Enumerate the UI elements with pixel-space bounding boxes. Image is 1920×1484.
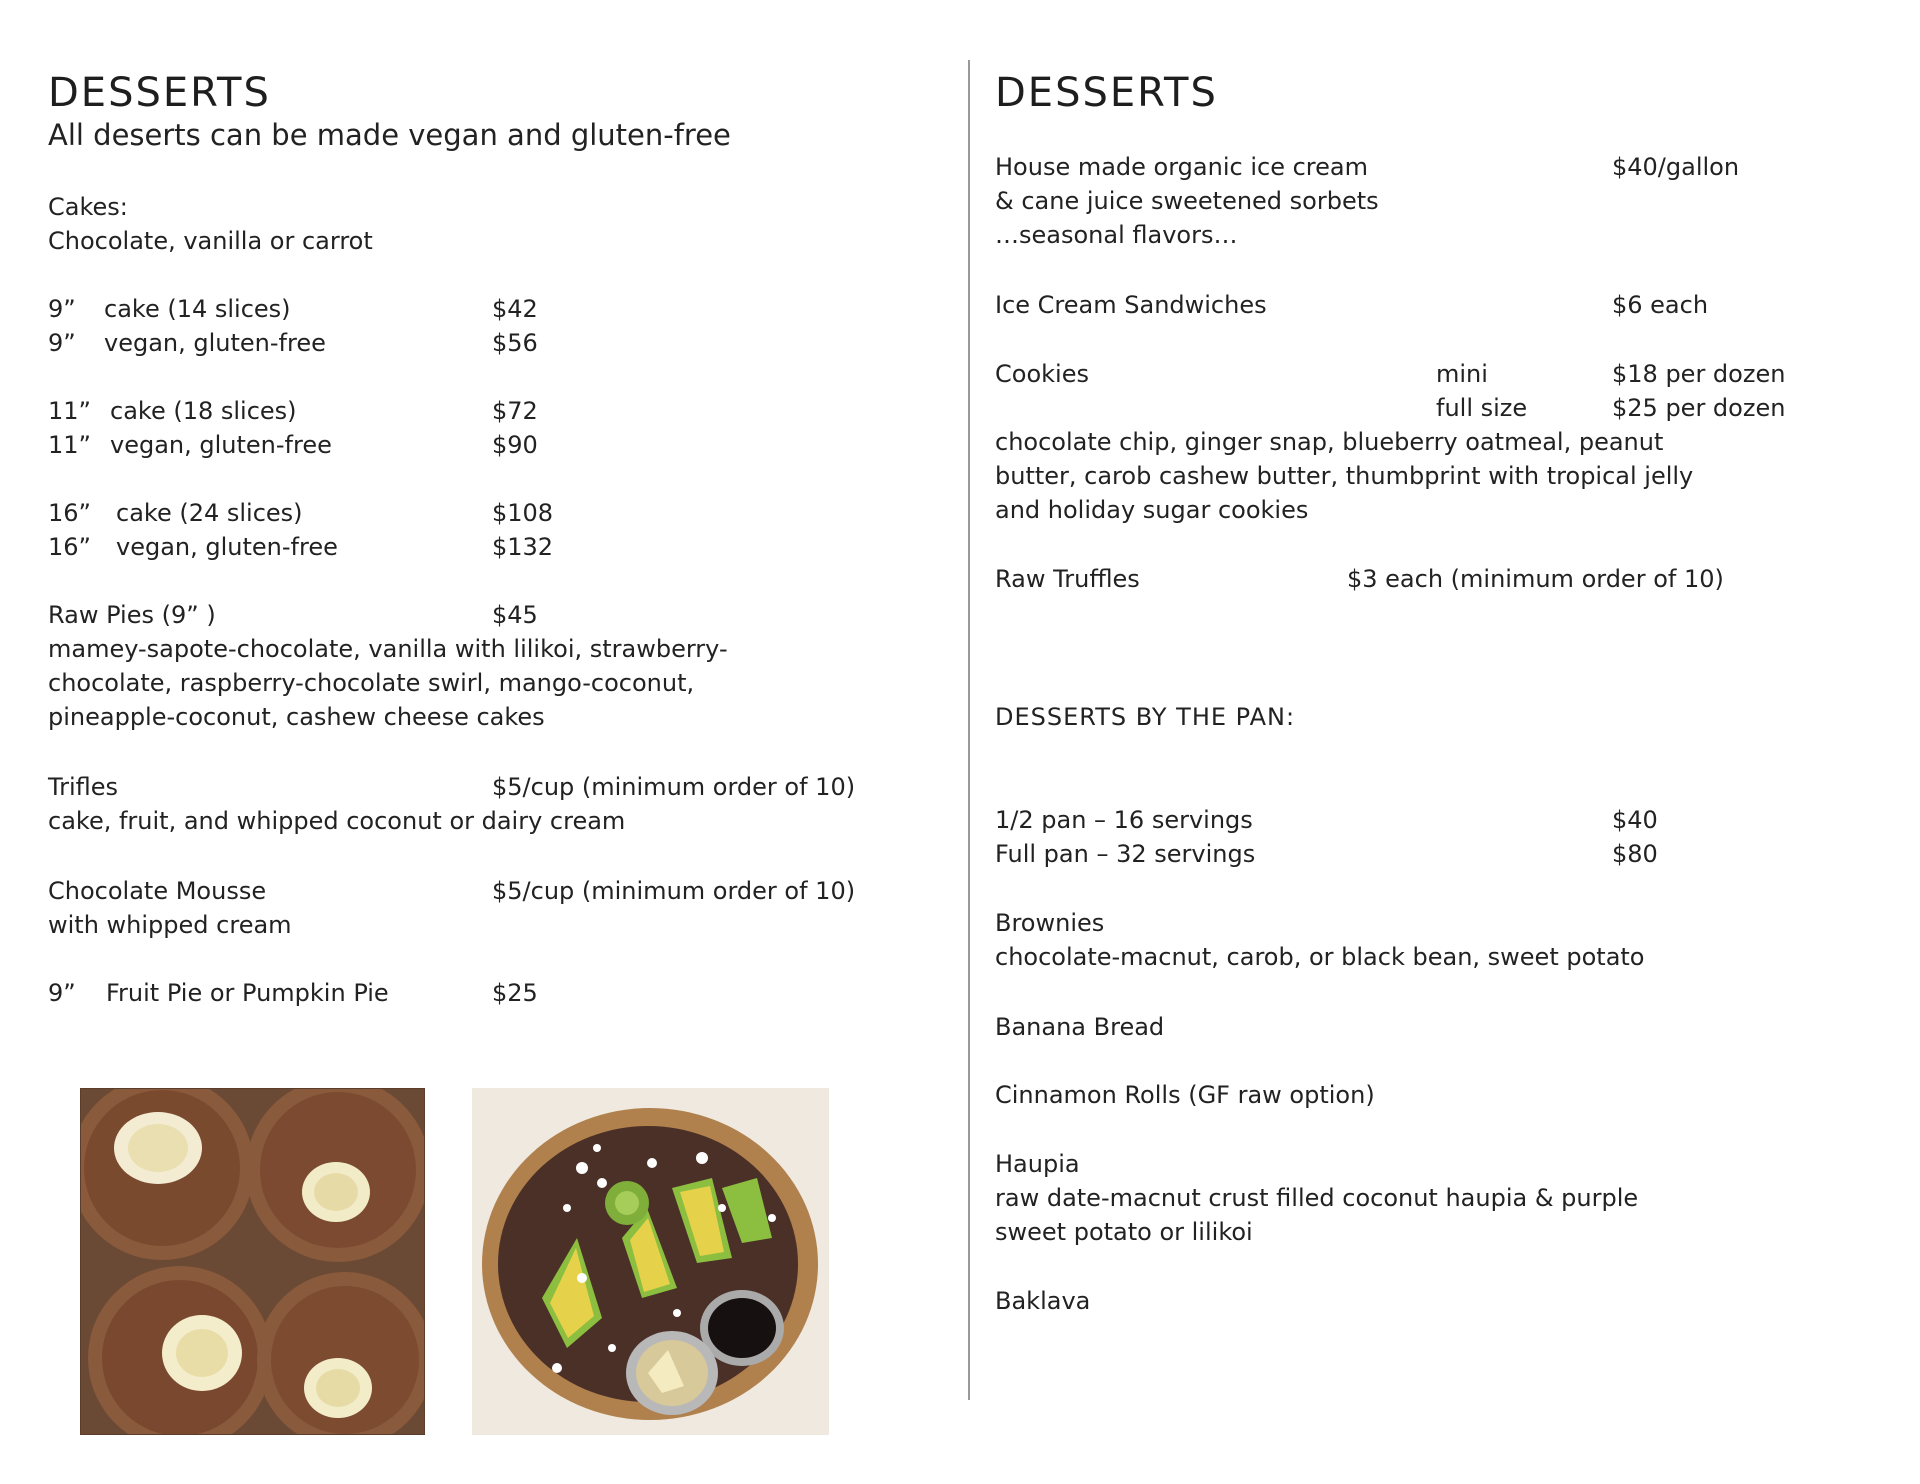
cake-label: vegan, gluten-free xyxy=(116,533,338,561)
cake-price: $56 xyxy=(492,329,538,357)
cake-price: $132 xyxy=(492,533,554,561)
raw-pies-price: $45 xyxy=(492,601,538,629)
cake-label: cake (14 slices) xyxy=(104,295,291,323)
ice-cream-line: House made organic ice cream xyxy=(995,153,1368,181)
cinnamon-rolls: Cinnamon Rolls (GF raw option) xyxy=(995,1081,1375,1109)
cake-label: cake (24 slices) xyxy=(116,499,303,527)
cookies-mini-label: mini xyxy=(1436,360,1488,388)
cake-price: $42 xyxy=(492,295,538,323)
haupia-label: Haupia xyxy=(995,1150,1080,1178)
cake-price: $90 xyxy=(492,431,538,459)
cakes-flavors: Chocolate, vanilla or carrot xyxy=(48,227,373,255)
fruit-pie-label: Fruit Pie or Pumpkin Pie xyxy=(106,979,389,1007)
cake-size: 16” xyxy=(48,533,91,561)
pan-price: $80 xyxy=(1612,840,1658,868)
baklava: Baklava xyxy=(995,1287,1091,1315)
trifles-desc: cake, fruit, and whipped coconut or dairy cream xyxy=(48,807,626,835)
raw-pies-desc: pineapple-coconut, cashew cheese cakes xyxy=(48,703,545,731)
cake-label: vegan, gluten-free xyxy=(104,329,326,357)
cake-size: 11” xyxy=(48,431,91,459)
trifles-label: Trifles xyxy=(48,773,119,801)
truffles-label: Raw Truffles xyxy=(995,565,1140,593)
plate-photo xyxy=(472,1088,829,1435)
cake-size: 16” xyxy=(48,499,91,527)
fruit-pie-size: 9” xyxy=(48,979,76,1007)
brownies-label: Brownies xyxy=(995,909,1105,937)
sandwiches-price: $6 each xyxy=(1612,291,1709,319)
cookies-mini-price: $18 per dozen xyxy=(1612,360,1786,388)
cake-label: cake (18 slices) xyxy=(110,397,297,425)
ice-cream-price: $40/gallon xyxy=(1612,153,1740,181)
haupia-desc: sweet potato or lilikoi xyxy=(995,1218,1253,1246)
raw-pies-label: Raw Pies (9” ) xyxy=(48,601,216,629)
cake-size: 9” xyxy=(48,295,76,323)
column-divider xyxy=(968,60,970,1400)
pan-heading: DESSERTS BY THE PAN: xyxy=(995,703,1296,731)
cake-label: vegan, gluten-free xyxy=(110,431,332,459)
mousse-price: $5/cup (minimum order of 10) xyxy=(492,877,856,905)
cookies-full-price: $25 per dozen xyxy=(1612,394,1786,422)
right-title: DESSERTS xyxy=(995,70,1218,116)
cookies-label: Cookies xyxy=(995,360,1089,388)
pan-label: 1/2 pan – 16 servings xyxy=(995,806,1253,834)
pan-price: $40 xyxy=(1612,806,1658,834)
cake-price: $72 xyxy=(492,397,538,425)
haupia-desc: raw date-macnut crust filled coconut haupia & purple xyxy=(995,1184,1639,1212)
sandwiches-label: Ice Cream Sandwiches xyxy=(995,291,1267,319)
trifles-price: $5/cup (minimum order of 10) xyxy=(492,773,856,801)
cake-size: 11” xyxy=(48,397,91,425)
cookies-desc: butter, carob cashew butter, thumbprint with tropical jelly xyxy=(995,462,1694,490)
ice-cream-line: …seasonal flavors… xyxy=(995,221,1238,249)
pan-label: Full pan – 32 servings xyxy=(995,840,1256,868)
fruit-pie-price: $25 xyxy=(492,979,538,1007)
raw-pies-desc: mamey-sapote-chocolate, vanilla with lilikoi, strawberry- xyxy=(48,635,728,663)
raw-pies-desc: chocolate, raspberry-chocolate swirl, mango-coconut, xyxy=(48,669,695,697)
truffles-price: $3 each (minimum order of 10) xyxy=(1347,565,1724,593)
banana-bread: Banana Bread xyxy=(995,1013,1165,1041)
cookies-desc: chocolate chip, ginger snap, blueberry oatmeal, peanut xyxy=(995,428,1664,456)
muffins-photo xyxy=(80,1088,425,1435)
mousse-label: Chocolate Mousse xyxy=(48,877,267,905)
left-title: DESSERTS xyxy=(48,70,271,116)
cake-price: $108 xyxy=(492,499,554,527)
cake-size: 9” xyxy=(48,329,76,357)
brownies-desc: chocolate-macnut, carob, or black bean, sweet potato xyxy=(995,943,1645,971)
cookies-full-label: full size xyxy=(1436,394,1528,422)
mousse-desc: with whipped cream xyxy=(48,911,292,939)
cookies-desc: and holiday sugar cookies xyxy=(995,496,1309,524)
cakes-heading: Cakes: xyxy=(48,193,128,221)
left-subtitle: All deserts can be made vegan and gluten-free xyxy=(48,118,731,152)
ice-cream-line: & cane juice sweetened sorbets xyxy=(995,187,1379,215)
